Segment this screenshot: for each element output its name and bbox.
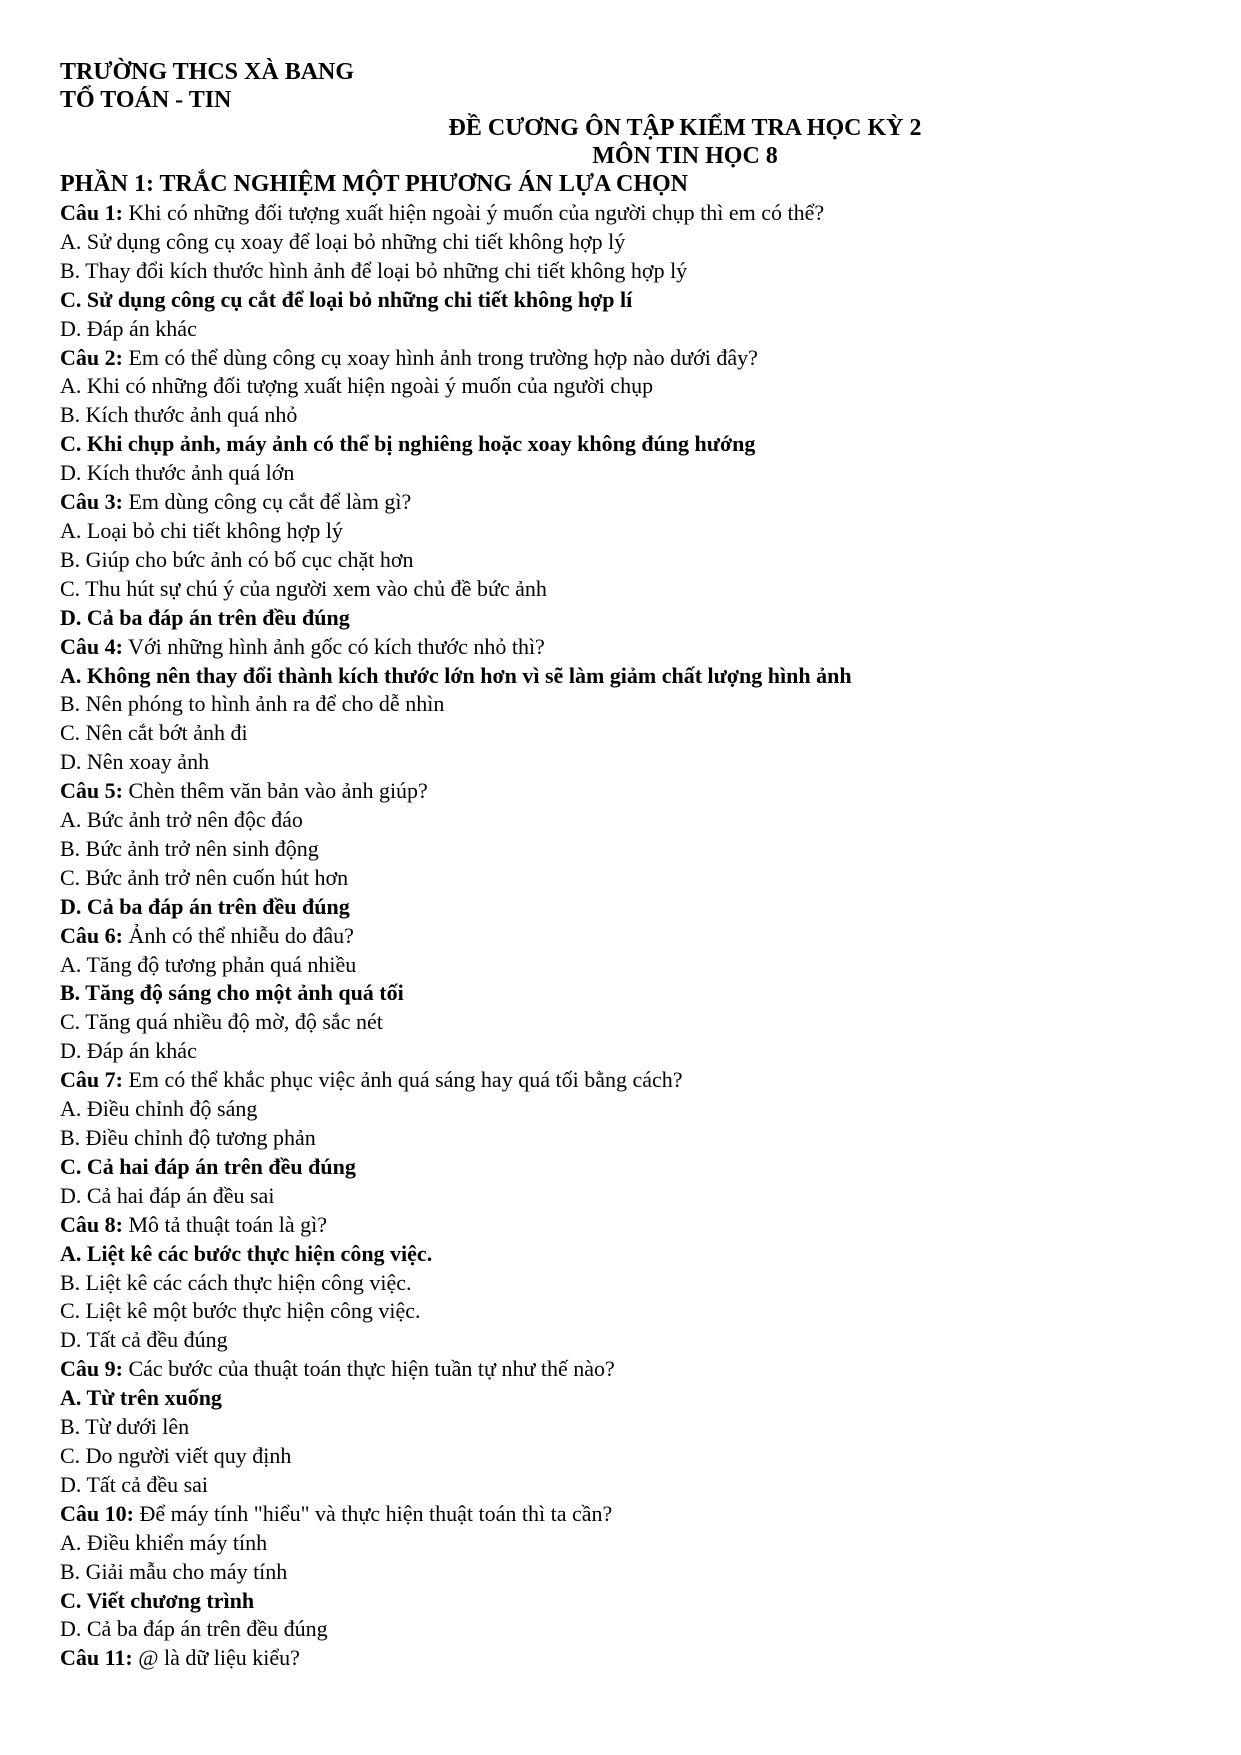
answer-option: B. Từ dưới lên <box>60 1414 190 1440</box>
correct-option: A. Từ trên xuống <box>60 1385 222 1411</box>
department-name: TỔ TOÁN - TIN <box>60 87 232 113</box>
question <box>60 1355 1180 1384</box>
document-subtitle: MÔN TIN HỌC 8 <box>592 143 778 169</box>
correct-option: C. Viết chương trình <box>60 1587 255 1613</box>
question <box>60 777 1180 806</box>
correct-option: A. Liệt kê các bước thực hiện công việc. <box>60 1240 433 1266</box>
answer-option: A. Bức ảnh trở nên độc đáo <box>60 807 303 833</box>
answer-option: B. Giúp cho bức ảnh có bố cục chặt hơn <box>60 546 414 572</box>
correct-option: D. Cả ba đáp án trên đều đúng <box>60 893 350 919</box>
question <box>60 1066 1180 1095</box>
question-text: Các bước của thuật toán thực hiện tuần tự như thế nào? <box>122 1356 615 1382</box>
question <box>60 1211 1180 1240</box>
question <box>60 633 1180 662</box>
question-number: Câu 4: <box>60 633 123 659</box>
question-number: Câu 10: <box>60 1500 134 1526</box>
question-number: Câu 2: <box>60 344 123 370</box>
question-text: Em có thể dùng công cụ xoay hình ảnh trong trường hợp nào dưới đây? <box>122 344 758 370</box>
answer-option: A. Sử dụng công cụ xoay để loại bỏ những chi tiết không hợp lý <box>60 228 626 254</box>
question-text: Ảnh có thể nhiễu do đâu? <box>122 922 354 948</box>
question-text: Để máy tính "hiểu" và thực hiện thuật toán thì ta cần? <box>133 1500 613 1526</box>
answer-option: B. Giải mẫu cho máy tính <box>60 1558 288 1584</box>
answer-option: D. Tất cả đều đúng <box>60 1327 228 1353</box>
question <box>60 344 1180 373</box>
question-text: Với những hình ảnh gốc có kích thước nhỏ thì? <box>122 633 545 659</box>
answer-option: A. Tăng độ tương phản quá nhiều <box>60 951 357 977</box>
school-name: TRƯỜNG THCS XÀ BANG <box>60 59 355 85</box>
correct-option: C. Khi chụp ảnh, máy ảnh có thể bị nghiêng hoặc xoay không đúng hướng <box>60 431 756 457</box>
correct-option: B. Tăng độ sáng cho một ảnh quá tối <box>60 980 404 1006</box>
question-number: Câu 3: <box>60 489 123 515</box>
document-page <box>60 58 1180 1673</box>
correct-option: C. Sử dụng công cụ cắt để loại bỏ những chi tiết không hợp lí <box>60 286 633 312</box>
question-number: Câu 9: <box>60 1356 123 1382</box>
answer-option: B. Thay đổi kích thước hình ảnh để loại bỏ những chi tiết không hợp lý <box>60 257 688 283</box>
answer-option: D. Tất cả đều sai <box>60 1471 209 1497</box>
correct-option: D. Cả ba đáp án trên đều đúng <box>60 604 350 630</box>
question-number: Câu 5: <box>60 778 123 804</box>
question-number: Câu 8: <box>60 1211 123 1237</box>
answer-option: C. Bức ảnh trở nên cuốn hút hơn <box>60 864 349 890</box>
question-text: Chèn thêm văn bản vào ảnh giúp? <box>122 778 428 804</box>
question-text: Khi có những đối tượng xuất hiện ngoài ý muốn của người chụp thì em có thể? <box>122 200 825 225</box>
answer-option: C. Thu hút sự chú ý của người xem vào chủ đề bức ảnh <box>60 575 547 601</box>
correct-option: C. Cả hai đáp án trên đều đúng <box>60 1153 356 1179</box>
answer-option: D. Đáp án khác <box>60 315 197 341</box>
answer-option: D. Cả ba đáp án trên đều đúng <box>60 1616 328 1642</box>
answer-option: A. Điều chỉnh độ sáng <box>60 1096 258 1122</box>
question-text: @ là dữ liệu kiểu? <box>132 1645 300 1671</box>
question-number: Câu 6: <box>60 922 123 948</box>
answer-option: D. Kích thước ảnh quá lớn <box>60 460 295 486</box>
answer-option: B. Nên phóng to hình ảnh ra để cho dễ nhìn <box>60 691 445 717</box>
question <box>60 488 1180 517</box>
question-text: Mô tả thuật toán là gì? <box>122 1211 328 1237</box>
answer-option: A. Loại bỏ chi tiết không hợp lý <box>60 517 343 543</box>
answer-option: C. Nên cắt bớt ảnh đi <box>60 720 248 746</box>
answer-option: D. Nên xoay ảnh <box>60 749 210 775</box>
answer-option: C. Do người viết quy định <box>60 1442 292 1468</box>
question <box>60 922 1180 951</box>
answer-option: A. Khi có những đối tượng xuất hiện ngoài ý muốn của người chụp <box>60 373 654 399</box>
correct-option: A. Không nên thay đổi thành kích thước lớn hơn vì sẽ làm giảm chất lượng hình ảnh <box>60 662 852 688</box>
question <box>60 1644 1180 1673</box>
answer-option: C. Liệt kê một bước thực hiện công việc. <box>60 1298 421 1324</box>
section-title: PHẦN 1: TRẮC NGHIỆM MỘT PHƯƠNG ÁN LỰA CHỌN <box>60 171 688 197</box>
question-number: Câu 11: <box>60 1645 133 1671</box>
question <box>60 199 1180 228</box>
answer-option: D. Đáp án khác <box>60 1038 197 1064</box>
answer-option: B. Liệt kê các cách thực hiện công việc. <box>60 1269 412 1295</box>
question <box>60 1500 1180 1529</box>
question-list <box>60 199 1180 1673</box>
answer-option: B. Bức ảnh trở nên sinh động <box>60 835 319 861</box>
answer-option: A. Điều khiển máy tính <box>60 1529 268 1555</box>
question-text: Em dùng công cụ cắt để làm gì? <box>122 489 412 515</box>
question-text: Em có thể khắc phục việc ảnh quá sáng hay quá tối bằng cách? <box>122 1067 683 1093</box>
answer-option: B. Điều chỉnh độ tương phản <box>60 1125 316 1150</box>
answer-option: C. Tăng quá nhiều độ mờ, độ sắc nét <box>60 1009 383 1035</box>
answer-option: B. Kích thước ảnh quá nhỏ <box>60 402 298 428</box>
answer-option: D. Cả hai đáp án đều sai <box>60 1182 275 1208</box>
document-title: ĐỀ CƯƠNG ÔN TẬP KIỂM TRA HỌC KỲ 2 <box>448 115 922 141</box>
question-number: Câu 7: <box>60 1067 123 1093</box>
question-number: Câu 1: <box>60 200 123 225</box>
